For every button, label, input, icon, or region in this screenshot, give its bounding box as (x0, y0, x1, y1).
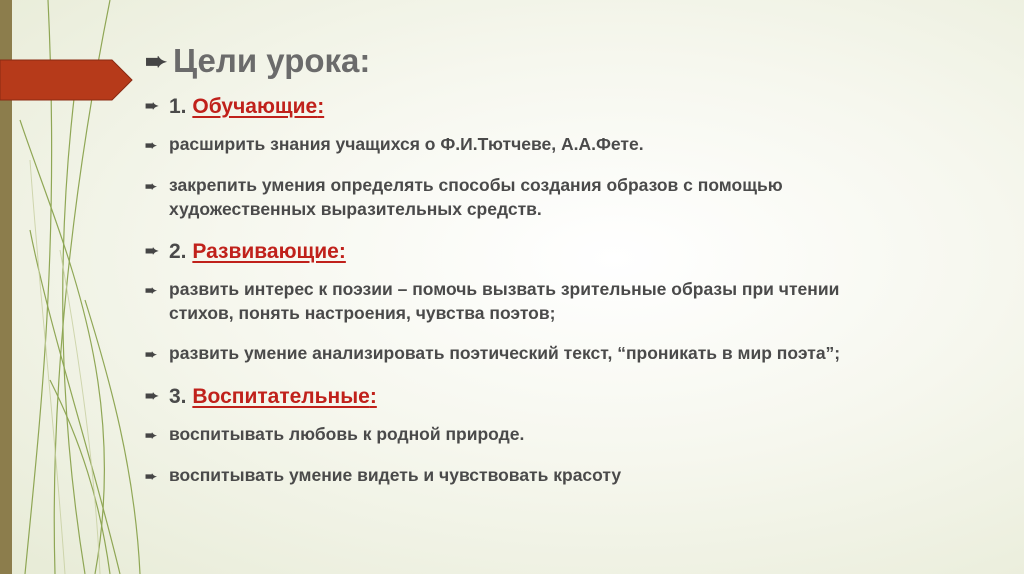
section-heading-2 (145, 237, 905, 267)
list-item-text: расширить знания учащихся о Ф.И.Тютчеве, А.А.Фете. (169, 134, 644, 154)
list-item-text: развить интерес к поэзии – помочь вызвать зрительные образы при чтении стихов, понять настроения, чувства поэтов; (169, 279, 840, 323)
section-heading-3 (145, 382, 905, 412)
arrow-bullet-icon: ➨ (145, 98, 159, 115)
list-item-text: воспитывать умение видеть и чувствовать красоту (169, 465, 622, 485)
section-label: Развивающие: (192, 240, 346, 263)
arrow-bullet-icon: ➨ (145, 282, 157, 298)
slide-title-text: Цели урока: (173, 42, 371, 79)
list-item (145, 277, 905, 325)
section-heading-text (169, 237, 346, 267)
arrow-bullet-icon: ➨ (145, 346, 157, 362)
list-item-text: воспитывать любовь к родной природе. (169, 424, 525, 444)
arrow-bullet-icon: ➨ (145, 137, 157, 153)
section-heading-text (169, 382, 377, 412)
section-label: Обучающие (192, 95, 318, 118)
list-item (145, 463, 905, 488)
section-number: 2. (169, 240, 187, 263)
section-heading-1 (145, 92, 905, 122)
section-label: Воспитательные (192, 385, 370, 408)
arrow-bullet-icon: ➨ (145, 388, 159, 405)
list-item-text: развить умение анализировать поэтический текст, “проникать в мир поэта”; (169, 343, 841, 363)
section-number: 1. (169, 95, 187, 118)
section-number: 3. (169, 385, 187, 408)
arrow-bullet-icon: ➨ (145, 45, 167, 76)
arrow-bullet-icon: ➨ (145, 178, 157, 194)
section-heading-text (169, 92, 324, 122)
slide-title (145, 36, 905, 86)
list-item (145, 132, 905, 157)
arrow-bullet-icon: ➨ (145, 468, 157, 484)
list-item (145, 341, 905, 366)
slide-content (145, 36, 905, 504)
list-item (145, 173, 905, 221)
title-arrow-decor (0, 58, 134, 102)
section-colon: : (369, 385, 377, 408)
list-item-text: закрепить умения определять способы создания образов с помощью художественных выразительных средств. (169, 175, 783, 219)
arrow-bullet-icon: ➨ (145, 427, 157, 443)
section-colon: : (317, 95, 325, 118)
list-item (145, 422, 905, 447)
arrow-bullet-icon: ➨ (145, 243, 159, 260)
